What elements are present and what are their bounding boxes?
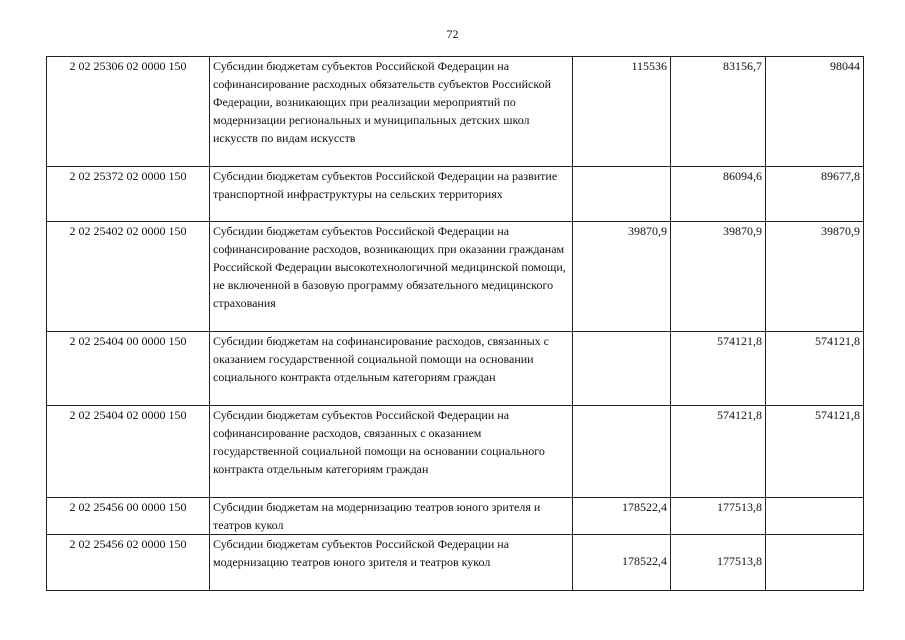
page-number: 72 (446, 27, 459, 41)
value-cell-3: 98044 (766, 57, 864, 167)
value-cell-2: 574121,8 (671, 332, 766, 406)
value-cell-2: 39870,9 (671, 222, 766, 332)
value-cell-1 (573, 332, 671, 406)
budget-code-cell: 2 02 25456 02 0000 150 (47, 535, 210, 591)
description-cell: Субсидии бюджетам субъектов Российской Федерации на софинансирование расходных обязательств субъектов Российской Федерации, возникающих при реализации мероприятий по модернизации региональных и муниципальных детских школ искусств по видам искусств (210, 57, 573, 167)
description-cell: Субсидии бюджетам на софинансирование расходов, связанных с оказанием государственной социальной помощи на основании социального контракта отдельным категориям граждан (210, 332, 573, 406)
description-cell: Субсидии бюджетам субъектов Российской Федерации на софинансирование расходов, возникающих при оказании гражданам Российской Федерации высокотехнологичной медицинской помощи, не включенной в базовую программу обязательного медицинского страхования (210, 222, 573, 332)
table-row (47, 332, 864, 406)
table-row (47, 535, 864, 591)
value-cell-2: 177513,8 (671, 535, 766, 591)
value-cell-3: 574121,8 (766, 332, 864, 406)
description-cell: Субсидии бюджетам субъектов Российской Федерации на софинансирование расходов, связанных с оказанием государственной социальной помощи на основании социального контракта отдельным категориям граждан (210, 406, 573, 498)
table-row (47, 57, 864, 167)
value-cell-2: 86094,6 (671, 167, 766, 222)
value-cell-3 (766, 535, 864, 591)
value-cell-2: 574121,8 (671, 406, 766, 498)
description-cell: Субсидии бюджетам субъектов Российской Федерации на развитие транспортной инфраструктуры на сельских территориях (210, 167, 573, 222)
description-cell: Субсидии бюджетам субъектов Российской Федерации на модернизацию театров юного зрителя и театров кукол (210, 535, 573, 591)
value-cell-2: 83156,7 (671, 57, 766, 167)
value-cell-1: 115536 (573, 57, 671, 167)
table-row (47, 167, 864, 222)
description-cell: Субсидии бюджетам на модернизацию театров юного зрителя и театров кукол (210, 498, 573, 535)
value-cell-1: 178522,4 (573, 535, 671, 591)
value-cell-1: 39870,9 (573, 222, 671, 332)
budget-code-cell: 2 02 25372 02 0000 150 (47, 167, 210, 222)
value-cell-2: 177513,8 (671, 498, 766, 535)
value-cell-1 (573, 406, 671, 498)
budget-table (46, 56, 864, 591)
budget-code-cell: 2 02 25306 02 0000 150 (47, 57, 210, 167)
value-cell-3 (766, 498, 864, 535)
table-row (47, 406, 864, 498)
value-cell-3: 39870,9 (766, 222, 864, 332)
value-cell-3: 89677,8 (766, 167, 864, 222)
value-cell-1: 178522,4 (573, 498, 671, 535)
value-cell-1 (573, 167, 671, 222)
budget-code-cell: 2 02 25404 02 0000 150 (47, 406, 210, 498)
table-row (47, 498, 864, 535)
budget-code-cell: 2 02 25404 00 0000 150 (47, 332, 210, 406)
budget-code-cell: 2 02 25402 02 0000 150 (47, 222, 210, 332)
value-cell-3: 574121,8 (766, 406, 864, 498)
budget-code-cell: 2 02 25456 00 0000 150 (47, 498, 210, 535)
table-row (47, 222, 864, 332)
